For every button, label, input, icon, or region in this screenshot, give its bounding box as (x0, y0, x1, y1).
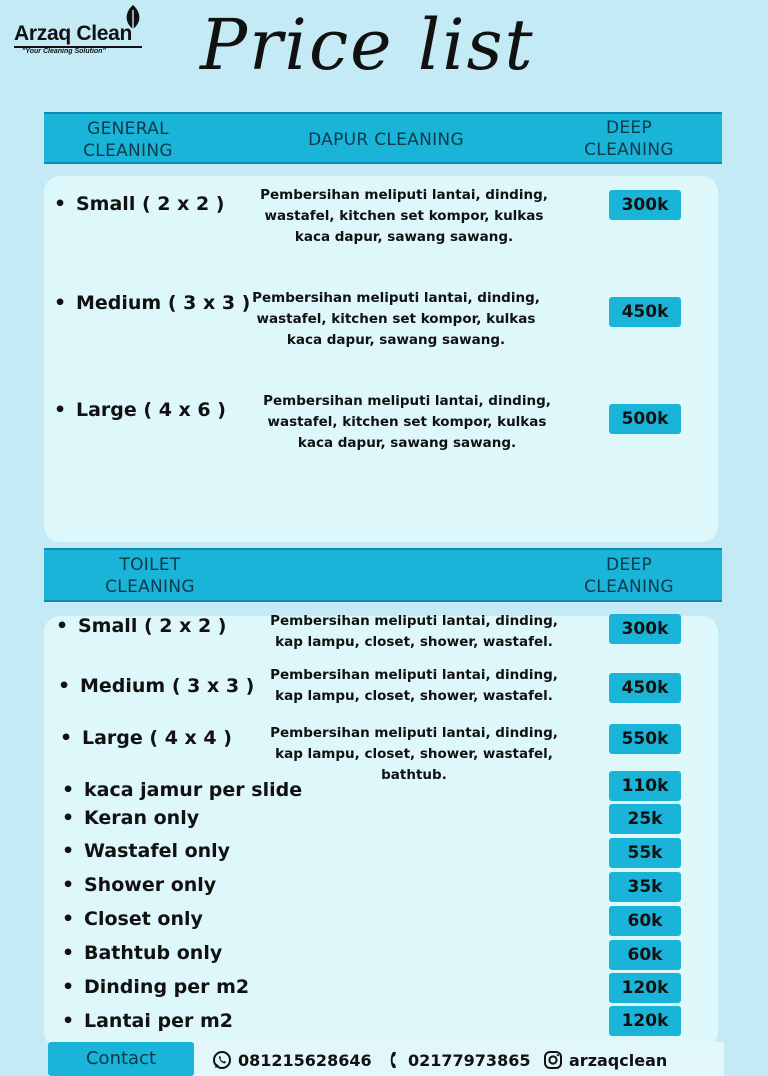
price-badge: 120k (609, 1006, 681, 1036)
phone-contact[interactable] (388, 1050, 530, 1070)
price-badge: 60k (609, 940, 681, 970)
instagram-icon (543, 1050, 563, 1070)
list-item: • Keran only (62, 807, 199, 829)
item-description: Pembersihan meliputi lantai, dinding, kap lampu, closet, shower, wastafel, bathtub. (270, 725, 558, 783)
list-item: • Medium ( 3 x 3 ) (58, 675, 254, 697)
header-deep-cleaning: DEEP CLEANING (584, 555, 674, 597)
price-badge: 450k (609, 673, 681, 703)
list-item: • Closet only (62, 908, 203, 930)
list-item: • Medium ( 3 x 3 ) (54, 292, 250, 314)
price-badge: 450k (609, 297, 681, 327)
list-item: • Wastafel only (62, 840, 230, 862)
instagram-contact[interactable] (543, 1050, 667, 1070)
item-description: Pembersihan meliputi lantai, dinding, wastafel, kitchen set kompor, kulkas kaca dapur, sawang sawang. (252, 290, 540, 348)
item-description: Pembersihan meliputi lantai, dinding, wastafel, kitchen set kompor, kulkas kaca dapur, sawang sawang. (263, 393, 551, 451)
whatsapp-contact[interactable] (212, 1050, 372, 1070)
price-badge: 110k (609, 771, 681, 801)
instagram-handle: arzaqclean (569, 1050, 668, 1070)
header-toilet-cleaning: TOILET CLEANING (105, 555, 195, 597)
price-badge: 25k (609, 804, 681, 834)
price-badge: 550k (609, 724, 681, 754)
whatsapp-number: 081215628646 (238, 1050, 372, 1070)
header-general-cleaning: GENERAL CLEANING (83, 119, 173, 161)
list-item: • Large ( 4 x 6 ) (54, 399, 226, 421)
whatsapp-icon (212, 1050, 232, 1070)
price-badge: 60k (609, 906, 681, 936)
section2-header (44, 548, 722, 602)
price-badge: 120k (609, 973, 681, 1003)
list-item: • Small ( 2 x 2 ) (54, 193, 224, 215)
price-badge: 55k (609, 838, 681, 868)
price-badge: 500k (609, 404, 681, 434)
list-item: • Shower only (62, 874, 216, 896)
item-description: Pembersihan meliputi lantai, dinding, wastafel, kitchen set kompor, kulkas kaca dapur, sawang sawang. (260, 187, 548, 245)
phone-number: 02177973865 (408, 1050, 531, 1070)
brand-tagline: "Your Cleaning Solution" (22, 48, 106, 55)
list-item: • Bathtub only (62, 942, 222, 964)
header-dapur-cleaning: DAPUR CLEANING (308, 130, 464, 150)
header-deep-cleaning: DEEP CLEANING (584, 118, 674, 160)
phone-icon (388, 1050, 402, 1070)
section1-header (44, 112, 722, 164)
list-item: • Dinding per m2 (62, 976, 249, 998)
brand-name: Arzaq Clean (14, 22, 133, 45)
price-badge: 300k (609, 614, 681, 644)
list-item: • Large ( 4 x 4 ) (60, 727, 232, 749)
brand-logo (12, 4, 147, 60)
item-description: Pembersihan meliputi lantai, dinding, kap lampu, closet, shower, wastafel. (270, 667, 558, 704)
list-item: • Small ( 2 x 2 ) (56, 615, 226, 637)
price-badge: 35k (609, 872, 681, 902)
page-title: Price list (200, 4, 535, 86)
list-item: • Lantai per m2 (62, 1010, 233, 1032)
contact-button[interactable]: Contact (48, 1042, 194, 1076)
price-badge: 300k (609, 190, 681, 220)
list-item: • kaca jamur per slide (62, 779, 302, 801)
item-description: Pembersihan meliputi lantai, dinding, kap lampu, closet, shower, wastafel. (270, 613, 558, 650)
